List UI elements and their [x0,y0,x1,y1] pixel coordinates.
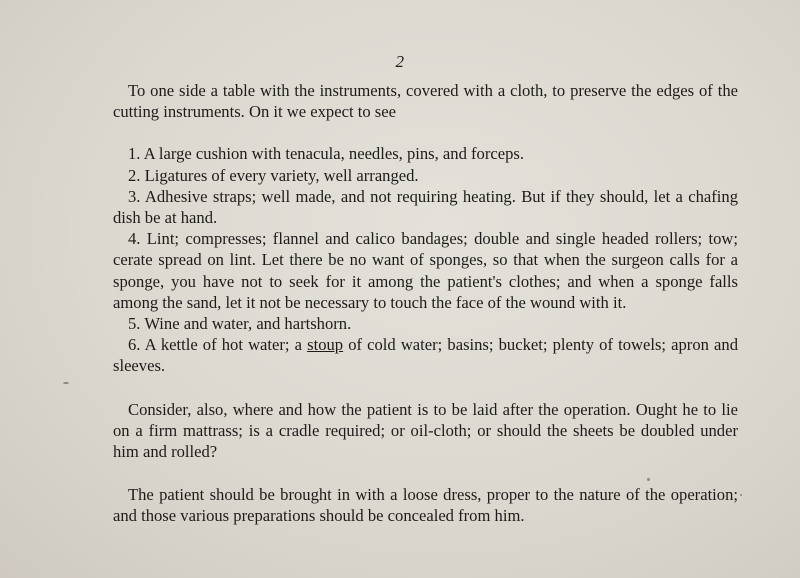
intro-paragraph: To one side a table with the instruments, covered with a cloth, to preserve the edges of the cutting instruments. On it we expect to see [113,81,738,122]
list-item-number: 1. [128,144,141,164]
list-item-text: Lint; compresses; flannel and calico bandages; double and single headed rollers; tow; cerate spread on lint. Let there be no want of sponges, so that when the surgeon calls for a sponge, you have not to seek for it among the patient's clothes; and when a sponge falls among the sand, let it not be necessary to touch the face of the wound with it. [113,229,738,312]
underlined-word: stoup [307,335,344,355]
list-item [113,143,738,164]
list-item [113,334,738,376]
list-item-number: 5. [128,314,141,334]
list-item-text: Adhesive straps; well made, and not requiring heating. But if they should, let a chafing dish be at hand. [113,186,738,228]
consider-paragraph: Consider, also, where and how the patient is to be laid after the operation. Ought he to lie on a firm mattrass; is a cradle required; or oil-cloth; or should the sheets be doubled under him and rolled? [113,399,738,462]
page-number: 2 [395,52,405,71]
list-item-number: 3. [128,186,141,206]
list-item [113,313,738,334]
patient-paragraph: The patient should be brought in with a loose dress, proper to the nature of the operation; and those various preparations should be concealed from him. [113,485,738,526]
list-item-number: 4. [128,229,141,249]
list-item [113,228,738,313]
ink-speck [647,478,650,481]
list-item [113,165,738,186]
list-item-text: A large cushion with tenacula, needles, pins, and forceps. [143,144,525,164]
ink-speck [740,494,742,496]
list-item-text: Ligatures of every variety, well arranged. [144,165,419,185]
list-item-text-before: A kettle of hot water; a [144,335,308,355]
list-item-number: 6. [128,335,141,355]
page-body [113,80,738,527]
list-item-text-after: of cold water; basins; bucket; plenty of towels; apron and sleeves. [113,335,738,376]
list-item [113,186,738,228]
list-item-text: Wine and water, and hartshorn. [144,314,352,334]
list-item-number: 2. [128,165,141,185]
instrument-list [113,143,738,376]
ink-speck [63,382,69,384]
